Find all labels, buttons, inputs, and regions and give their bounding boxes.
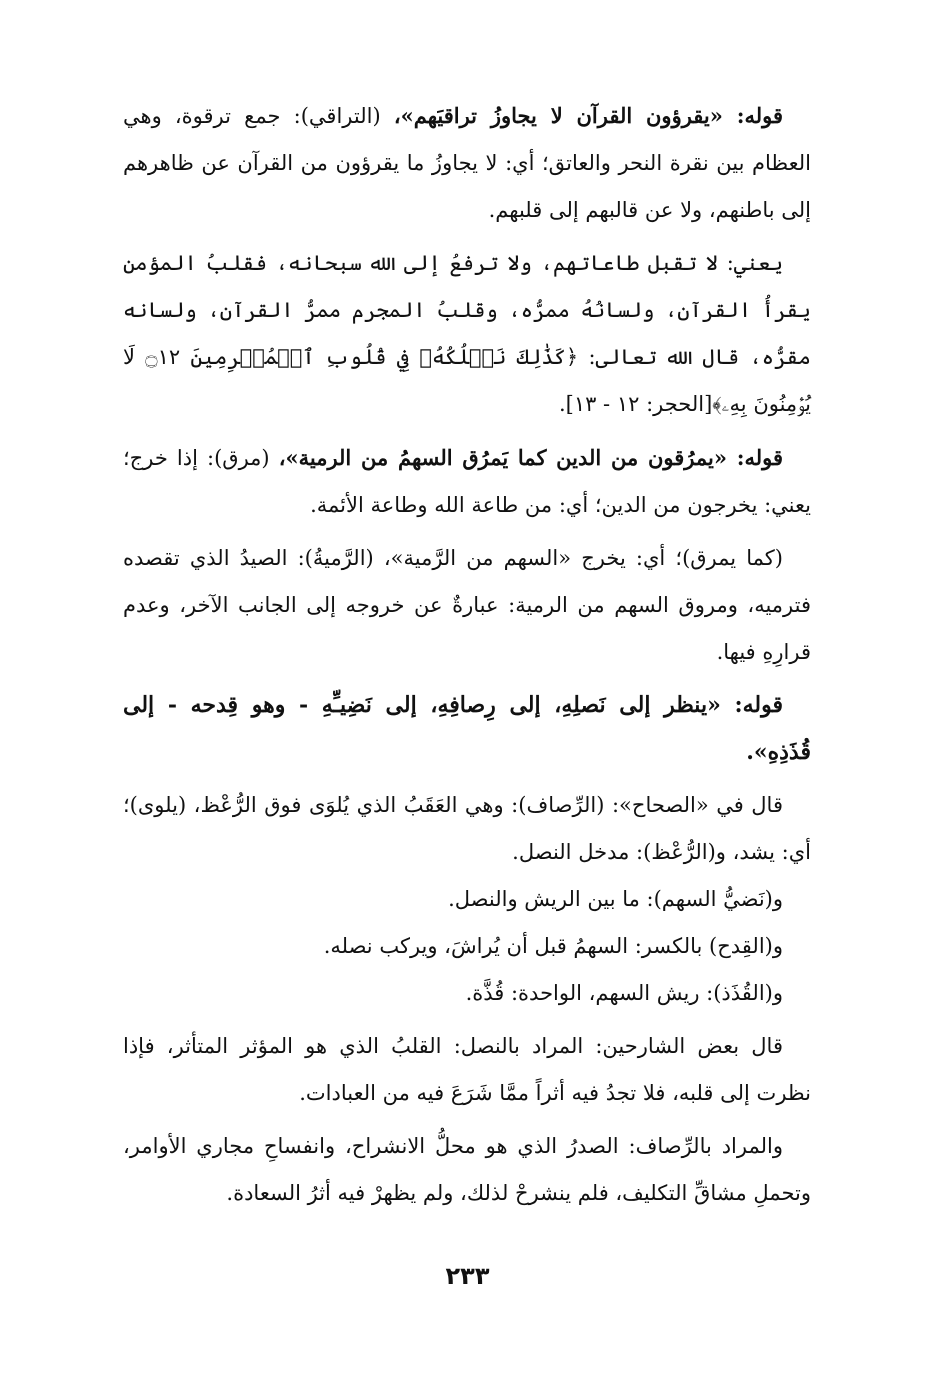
- paragraph-1: [123, 92, 811, 234]
- quoted-lead: قوله: «يمرُقون من الدين كما يَمرُق السهمُ من الرمية»،: [278, 445, 783, 470]
- paragraph-text: و(نَضيُّ السهم): ما بين الريش والنصل.: [448, 887, 783, 911]
- paragraph-text: قال بعض الشارحين: المراد بالنصل: القلبُ الذي هو المؤثر المتأثر، فإذا نظرت إلى قلبه، فلا تجدُ فيه أثراً ممَّا شَرَعَ فيه من العبادات.: [123, 1034, 811, 1105]
- paragraph-text: و(القِدح) بالكسر: السهمُ قبل أن يُراشَ، ويركب نصله.: [323, 934, 783, 958]
- quoted-lead: قوله: «يقرؤون القرآن لا يجاوزُ تراقيَهم»،: [393, 103, 783, 128]
- paragraph-text: يعني: لا تقبل طاعاتهم، ولا ترفعُ إلى الله سبحانه، فقلبُ المؤمن يقرأُ القرآن، ولسانُهُ ممرُّه، وقلبُ المجرم ممرُّ القرآن، ولسانه مقرُّه، قال الله تعالى: ﴿كَذَٰلِكَ نَسۡلُكُهُۥ فِي قُلُوبِ ٱلۡمُجۡرِمِينَ ۝١٢ لَا يُؤۡمِنُونَ بِهِۦ﴾[الحجر: ١٢ - ١٣].: [123, 251, 811, 416]
- paragraph-5: [123, 682, 811, 776]
- paragraph-3: [123, 434, 811, 529]
- paragraph-10: [123, 1023, 811, 1117]
- paragraph-text: و(القُذَذ): ريش السهم، الواحدة: قُذَّة.: [465, 981, 783, 1005]
- paragraph-8: [123, 923, 811, 970]
- paragraph-4: [123, 535, 811, 676]
- paragraph-text: قال في «الصحاح»: (الرِّصاف): وهي العَقَبُ الذي يُلوَى فوق الرُّعْظ، (يلوى)؛ أي: يشد، و(الرُّعْظ): مدخل النصل.: [123, 793, 811, 864]
- paragraph-11: [123, 1123, 811, 1217]
- page-number: ٢٣٣: [445, 1262, 490, 1290]
- paragraph-9: [123, 970, 811, 1017]
- paragraph-6: [123, 782, 811, 876]
- paragraph-7: [123, 876, 811, 923]
- paragraph-text: والمراد بالرِّصاف: الصدرُ الذي هو محلُّ الانشراح، وانفساحِ مجاري الأوامر، وتحملِ مشاقِّ التكليف، فلم ينشرحْ لذلك، ولم يظهرْ فيه أثرُ السعادة.: [123, 1134, 811, 1205]
- page-body: [123, 92, 811, 1223]
- paragraph-text: (كما يمرق)؛ أي: يخرج «السهم من الرَّمية»، (الرَّميةُ): الصيدُ الذي تقصده فترميه، ومروق السهم من الرمية: عبارةٌ عن خروجه إلى الجانب الآخر، وعدم قرارِهِ فيها.: [123, 546, 811, 664]
- paragraph-2: [123, 240, 811, 428]
- paragraph-text: (مرق): إذا خرج؛ يعني: يخرجون من الدين؛ أي: من طاعة الله وطاعة الأئمة.: [123, 446, 811, 517]
- quoted-lead: قوله: «ينظر إلى نَصلِهِ، إلى رِصافِهِ، إلى نَضِيـِّهِ - وهو قِدحه - إلى قُذَذِهِ».: [123, 692, 811, 765]
- paragraph-text: (التراقي): جمع ترقوة، وهي العظام بين نقرة النحر والعاتق؛ أي: لا يجاوزُ ما يقرؤون من القرآن عن ظاهرهم إلى باطنهم، ولا عن قالبهم إلى قلبهم.: [123, 104, 811, 222]
